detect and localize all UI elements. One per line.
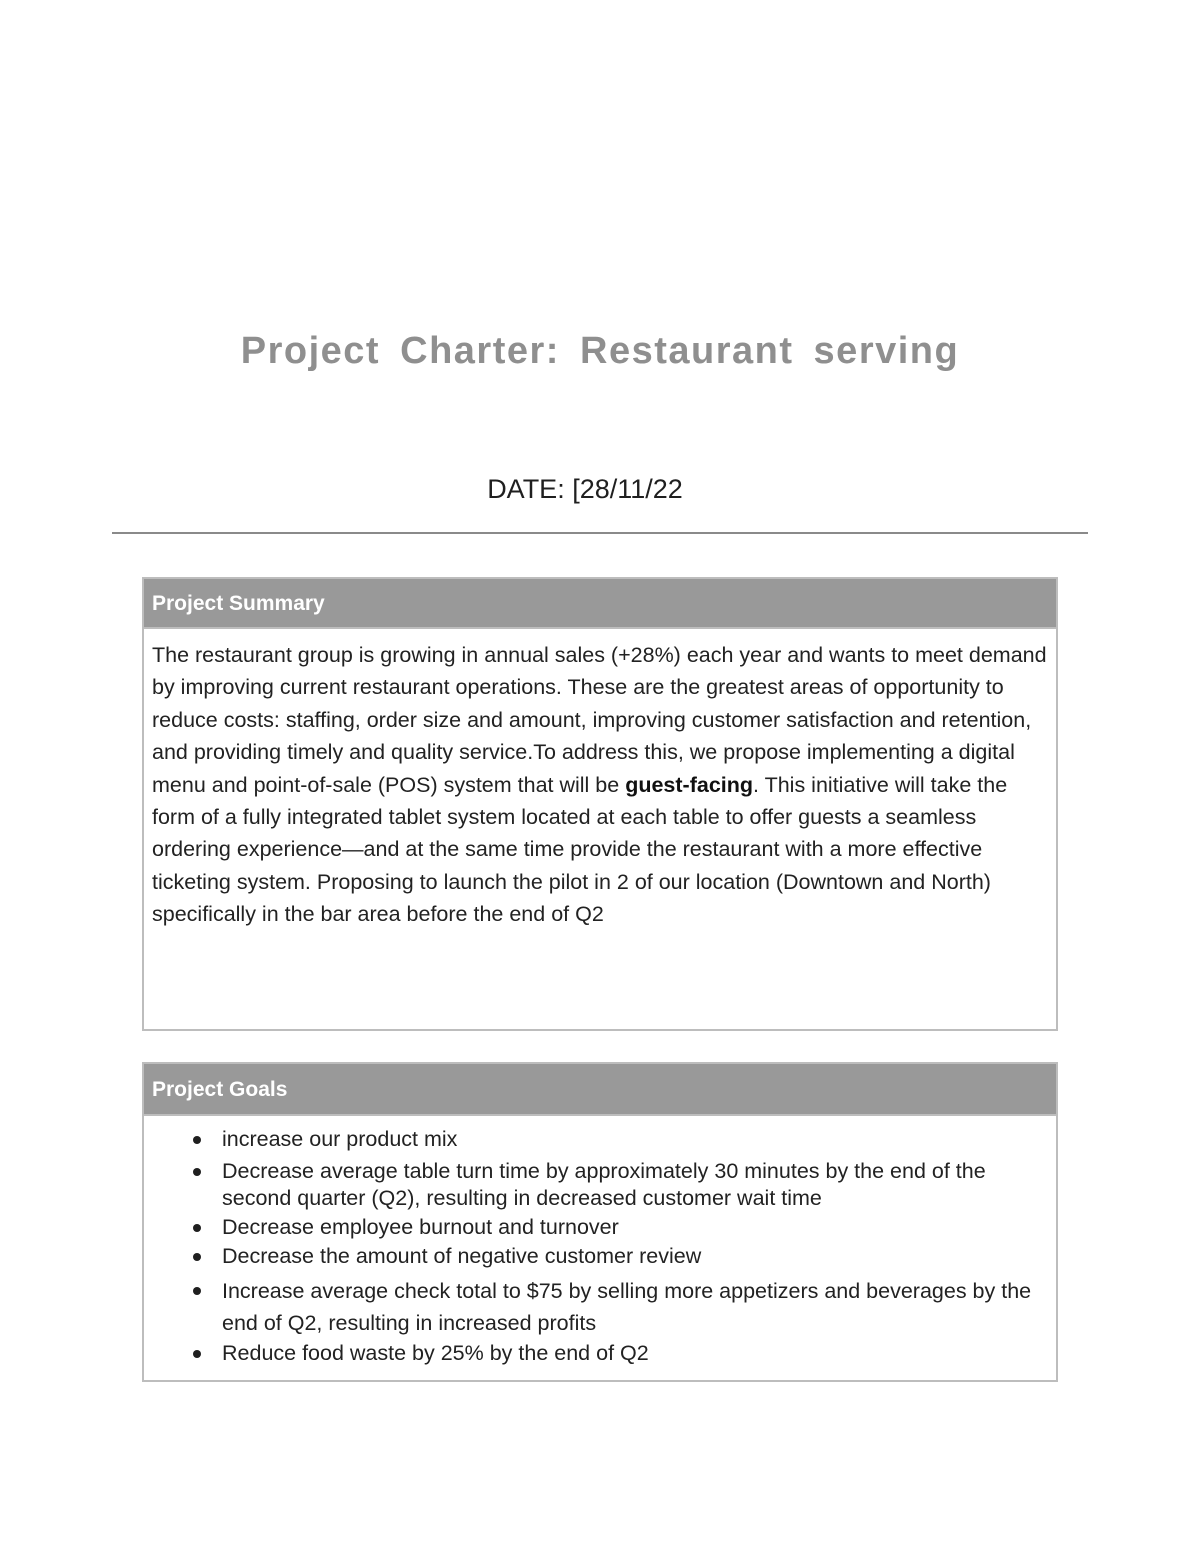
bullet-icon xyxy=(193,1253,201,1261)
summary-text-part-2: . This initiative will take the form of a fully integrated tablet system located at each table to offer guests a seamless ordering experience—and at the same time provide the restaurant with a more effective ticketing system. Proposing to launch the pilot in 2 of our location (Downtown and North) specifically in the bar area before the end of Q2 xyxy=(152,772,1008,927)
bullet-icon xyxy=(193,1224,201,1232)
goal-item xyxy=(144,1126,1056,1153)
goal-text: Decrease the amount of negative customer review xyxy=(222,1244,702,1268)
document-date: DATE: [28/11/22 xyxy=(487,474,683,504)
bullet-icon xyxy=(193,1287,201,1295)
project-goals-header: Project Goals xyxy=(144,1064,1056,1116)
goal-item xyxy=(144,1214,1056,1241)
project-summary-text xyxy=(144,629,1056,931)
goal-item xyxy=(144,1158,1056,1212)
project-summary-section xyxy=(142,577,1058,1031)
bullet-icon xyxy=(193,1136,201,1144)
summary-text-bold: guest-facing xyxy=(625,772,754,797)
project-goals-list xyxy=(144,1116,1056,1367)
bullet-icon xyxy=(193,1168,201,1176)
goal-text: Reduce food waste by 25% by the end of Q2 xyxy=(222,1341,649,1365)
goal-item xyxy=(144,1243,1056,1270)
goal-text: Decrease employee burnout and turnover xyxy=(222,1215,619,1239)
project-summary-header: Project Summary xyxy=(144,579,1056,629)
goal-text: increase our product mix xyxy=(222,1127,458,1151)
goal-item xyxy=(144,1275,1056,1339)
summary-text-part-1: The restaurant group is growing in annual sales (+28%) each year and wants to meet demand by improving current restaurant operations. These are the greatest areas of opportunity to reduce costs: staffing, order size and amount, improving customer satisfaction and retention, and providing timely and quality service.To address this, we propose implementing a digital menu and point-of-sale (POS) system that will be xyxy=(152,643,1047,797)
project-goals-section xyxy=(142,1062,1058,1382)
goal-text: Increase average check total to $75 by selling more appetizers and beverages by the end of Q2, resulting in increased profits xyxy=(222,1279,1032,1335)
horizontal-divider xyxy=(112,532,1088,534)
goal-item xyxy=(144,1340,1056,1367)
goal-text: Decrease average table turn time by approximately 30 minutes by the end of the second quarter (Q2), resulting in decreased customer wait time xyxy=(222,1159,986,1210)
bullet-icon xyxy=(193,1350,201,1358)
document-title: Project Charter: Restaurant serving xyxy=(240,330,960,372)
